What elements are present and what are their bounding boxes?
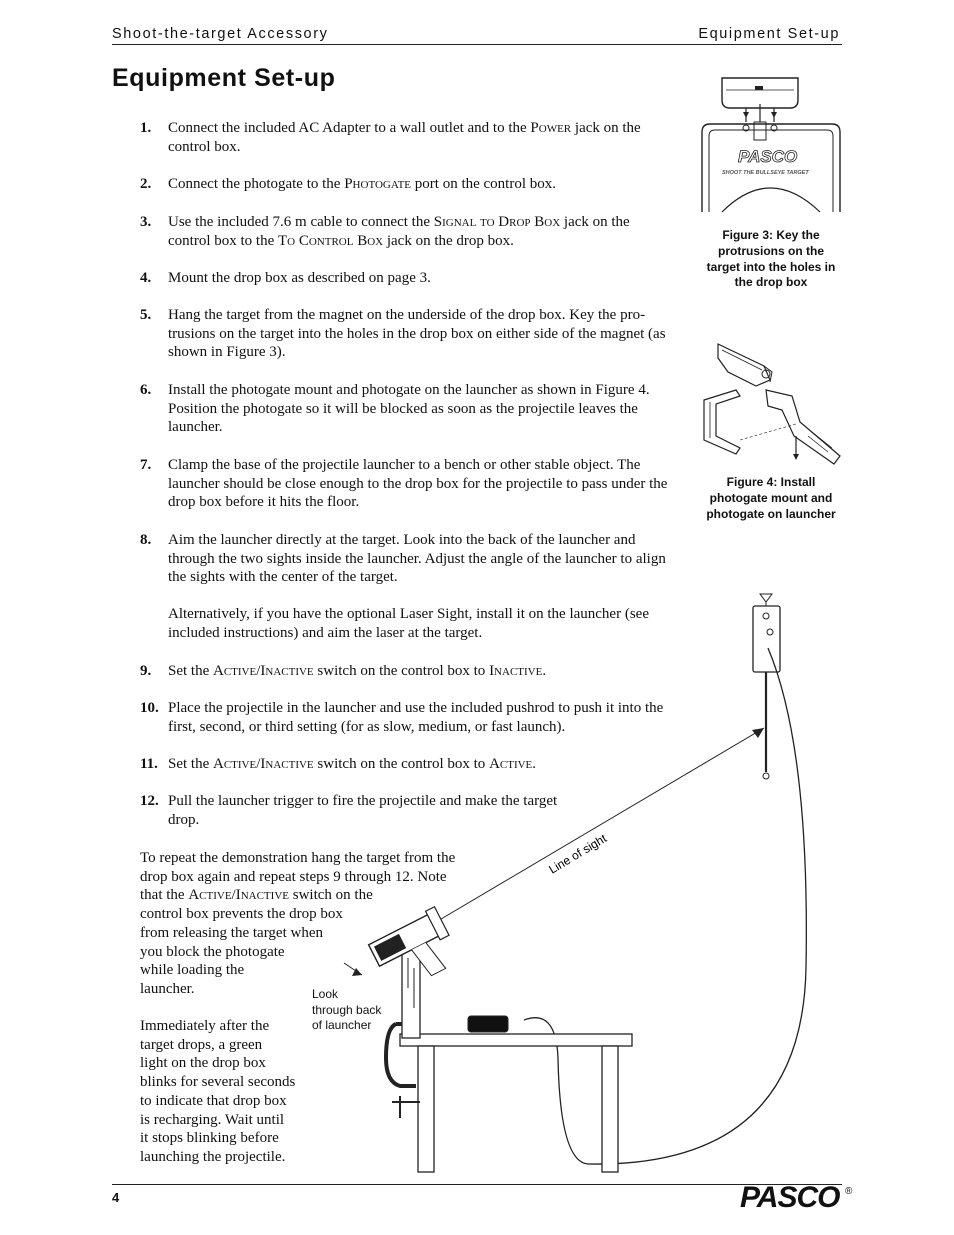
step-3 (140, 213, 672, 250)
para-line: you block the photogate (140, 943, 285, 960)
para-line: from releasing the target when (140, 924, 323, 941)
page-title: Equipment Set-up (112, 64, 336, 92)
step-text: Alternatively, if you have the optional Laser Sight, install it on the launcher (see included instructions) and aim the laser at the target. (168, 606, 649, 641)
header-rule (112, 44, 842, 45)
para-line: to indicate that drop box (140, 1092, 287, 1109)
recharge-paragraph (140, 1017, 295, 1167)
label-line: Look (312, 987, 339, 1001)
figure-3-caption: Figure 3: Key the protrusions on the target into the holes in the drop box (706, 228, 836, 290)
para-line: launcher. (140, 980, 195, 997)
step-text: Pull the launcher trigger to fire the projectile and make the target drop. (168, 793, 558, 828)
setup-illustration (340, 588, 830, 1178)
step-text: Connect the included AC Adapter to a wall outlet and to the Power jack on the control box. (168, 120, 641, 155)
running-header-title: Shoot-the-target Accessory (112, 26, 329, 42)
step-text: Install the photogate mount and photogate on the launcher as shown in Figure 4. Position the photogate so it will be blocked as soon as the projectile leaves the launcher. (168, 382, 650, 436)
step-number: 3. (140, 214, 152, 230)
step-number: 12. (140, 793, 159, 809)
step-number: 5. (140, 307, 152, 323)
step-6 (140, 381, 672, 437)
step-7 (140, 456, 672, 512)
step-text: Set the Active/Inactive switch on the control box to Inactive. (168, 663, 547, 679)
running-header-section: Equipment Set-up (698, 26, 840, 42)
step-number: 1. (140, 120, 152, 136)
step-number: 4. (140, 270, 152, 286)
para-line: control box prevents the drop box (140, 906, 343, 923)
figure-3-target-illustration (700, 74, 844, 214)
para-line: it stops blinking before (140, 1130, 279, 1147)
para-line: launching the projectile. (140, 1148, 286, 1165)
para-line: blinks for several seconds (140, 1074, 296, 1091)
svg-text:SHOOT THE BULLSEYE TARGET: SHOOT THE BULLSEYE TARGET (722, 170, 809, 176)
page-number: 4 (112, 1190, 120, 1205)
step-1 (140, 119, 672, 156)
para-line: that the Active/Inactive switch on the (140, 887, 373, 904)
step-number: 11. (140, 756, 158, 772)
para-line: while loading the (140, 962, 245, 979)
step-text: Clamp the base of the projectile launcher to a bench or other stable object. The launcher should be close enough to the drop box for the projectile to pass under the drop box before it hits the floor. (168, 457, 668, 511)
figure-4-caption: Figure 4: Install photogate mount and photogate on launcher (706, 475, 836, 521)
step-text: Place the projectile in the launcher and use the included pushrod to push it into the first, second, or third setting (for as slow, medium, or fast launch). (168, 700, 664, 735)
figure-4-photogate-illustration (700, 336, 844, 470)
step-text: Connect the photogate to the Photogate port on the control box. (168, 176, 557, 192)
label-line: through back (312, 1002, 382, 1017)
step-text: Use the included 7.6 m cable to connect the Signal to Drop Box jack on the control box to the To Control Box jack on the drop box. (168, 214, 630, 249)
step-number: 6. (140, 382, 152, 398)
pasco-logo: PASCO (740, 1181, 840, 1214)
label-line: of launcher (312, 1018, 372, 1032)
footer-rule (112, 1184, 842, 1185)
step-text: Hang the target from the magnet on the underside of the drop box. Key the pro-trusions on the target into the holes in the drop box on either side of the magnet (as shown in Figure 3). (168, 307, 666, 361)
para-line: light on the drop box (140, 1055, 266, 1072)
para-line: To repeat the demonstration hang the target from the (140, 850, 456, 866)
step-text: Set the Active/Inactive switch on the control box to Active. (168, 756, 537, 772)
svg-text:PASCO: PASCO (738, 147, 798, 166)
step-8 (140, 531, 672, 587)
look-through-label (312, 987, 381, 1034)
para-line: drop box again and repeat steps 9 through 12. Note (140, 868, 447, 885)
step-number: 10. (140, 700, 159, 716)
para-line: is recharging. Wait until (140, 1111, 285, 1128)
step-4 (140, 269, 672, 288)
step-text: Mount the drop box as described on page 3. (168, 270, 431, 286)
step-5 (140, 306, 672, 362)
step-text: Aim the launcher directly at the target. Look into the back of the launcher and through the two sights inside the launcher. Adjust the angle of the launcher to align the sights with the center of the target. (168, 532, 666, 586)
step-number: 9. (140, 663, 152, 679)
para-line: Immediately after the (140, 1018, 270, 1034)
registered-mark: ® (845, 1186, 853, 1197)
step-number: 7. (140, 457, 152, 473)
step-number: 8. (140, 532, 152, 548)
line-of-sight-label: Line of sight (546, 831, 610, 877)
step-number: 2. (140, 176, 152, 192)
para-line: target drops, a green (140, 1036, 263, 1053)
step-2 (140, 175, 672, 194)
